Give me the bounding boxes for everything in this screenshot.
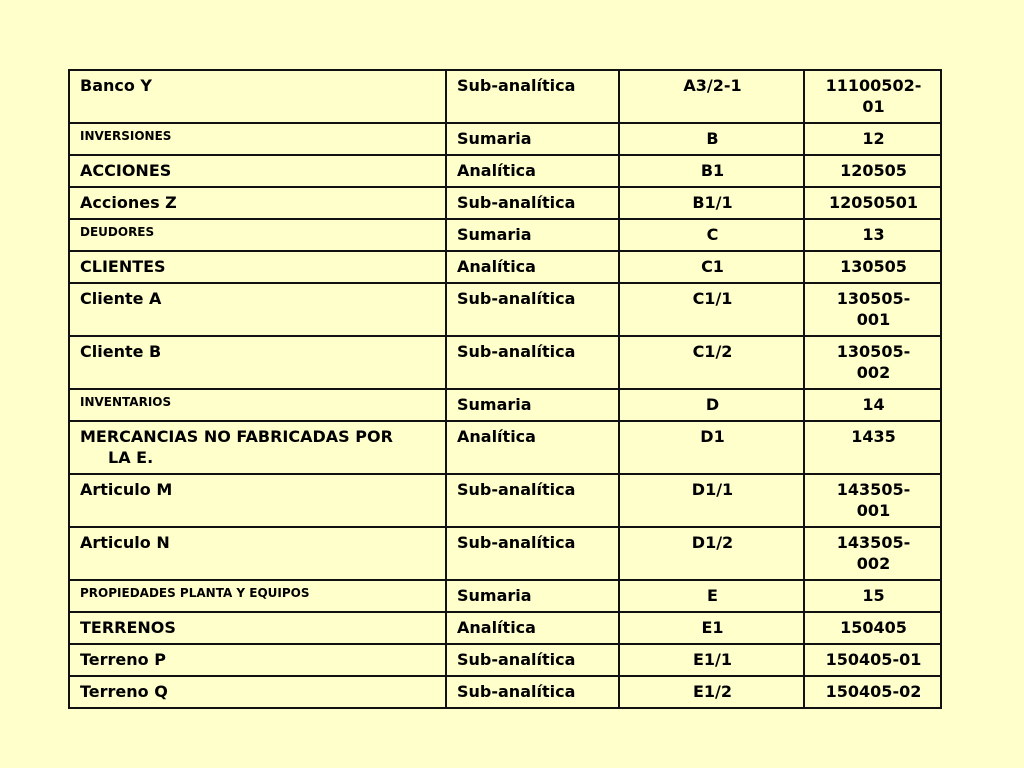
table-row <box>69 187 941 219</box>
account-name: CLIENTES <box>80 257 166 276</box>
account-number-cell: 120505 <box>804 155 941 187</box>
table-row <box>69 251 941 283</box>
account-code-cell: C1/1 <box>619 283 804 336</box>
account-number-cell: 12 <box>804 123 941 155</box>
account-type-cell: Analítica <box>446 155 619 187</box>
account-number-part: 001 <box>856 310 891 329</box>
account-number-cell: 150405-02 <box>804 676 941 708</box>
account-code-cell: C1 <box>619 251 804 283</box>
account-number-cell: 1435 <box>804 421 941 474</box>
account-name-cell <box>69 527 446 580</box>
table-row <box>69 219 941 251</box>
account-number-part: 130505- <box>836 342 911 361</box>
account-number-cell: 15 <box>804 580 941 612</box>
account-type-cell: Sub-analítica <box>446 644 619 676</box>
account-code-cell: D1/1 <box>619 474 804 527</box>
account-number-cell: 150405-01 <box>804 644 941 676</box>
account-code-cell: E <box>619 580 804 612</box>
account-number-cell: 150405 <box>804 612 941 644</box>
table-row <box>69 421 941 474</box>
account-name: Terreno Q <box>80 682 168 701</box>
accounts-table <box>68 69 942 709</box>
account-name-cell <box>69 336 446 389</box>
account-type-cell: Sub-analítica <box>446 336 619 389</box>
account-name: Acciones Z <box>80 193 177 212</box>
account-name-cell <box>69 155 446 187</box>
table-row <box>69 283 941 336</box>
account-number-part: 001 <box>856 501 891 520</box>
account-name: Cliente A <box>80 289 162 308</box>
account-name-cell <box>69 580 446 612</box>
account-name-cell <box>69 676 446 708</box>
table-row <box>69 336 941 389</box>
table-row <box>69 527 941 580</box>
account-code-cell: C <box>619 219 804 251</box>
account-type-cell: Sub-analítica <box>446 676 619 708</box>
account-name: Articulo M <box>80 480 173 499</box>
account-type-cell: Sumaria <box>446 123 619 155</box>
account-code-cell: B1/1 <box>619 187 804 219</box>
account-type-cell: Analítica <box>446 251 619 283</box>
account-name-cell <box>69 612 446 644</box>
account-code-cell: B1 <box>619 155 804 187</box>
account-name-cell <box>69 421 446 474</box>
table-row <box>69 644 941 676</box>
table-row <box>69 580 941 612</box>
account-number-part: 143505- <box>836 480 911 499</box>
account-number-cell <box>804 527 941 580</box>
account-name-continuation: LA E. <box>108 448 154 467</box>
account-code-cell: B <box>619 123 804 155</box>
table-row <box>69 70 941 123</box>
account-name: Articulo N <box>80 533 170 552</box>
account-code-cell: D <box>619 389 804 421</box>
account-type-cell: Sub-analítica <box>446 283 619 336</box>
account-type-cell: Analítica <box>446 612 619 644</box>
account-name: INVENTARIOS <box>80 395 172 409</box>
table-row <box>69 123 941 155</box>
account-name: Terreno P <box>80 650 166 669</box>
account-name-cell <box>69 644 446 676</box>
account-code-cell: E1/2 <box>619 676 804 708</box>
account-code-cell: E1/1 <box>619 644 804 676</box>
account-number-cell: 13 <box>804 219 941 251</box>
account-name-cell <box>69 187 446 219</box>
account-number-cell <box>804 70 941 123</box>
table-row <box>69 474 941 527</box>
account-number-cell <box>804 336 941 389</box>
account-number-part: 002 <box>856 554 891 573</box>
account-name: INVERSIONES <box>80 129 172 143</box>
account-name-cell <box>69 283 446 336</box>
account-name-cell <box>69 389 446 421</box>
table-row <box>69 389 941 421</box>
table-row <box>69 155 941 187</box>
account-number-cell: 14 <box>804 389 941 421</box>
account-type-cell: Sumaria <box>446 389 619 421</box>
account-number-part: 143505- <box>836 533 911 552</box>
account-type-cell: Sub-analítica <box>446 527 619 580</box>
account-number-cell <box>804 474 941 527</box>
account-name: PROPIEDADES PLANTA Y EQUIPOS <box>80 586 310 600</box>
account-type-cell: Sub-analítica <box>446 187 619 219</box>
account-type-cell: Analítica <box>446 421 619 474</box>
account-name-cell <box>69 251 446 283</box>
account-number-part: 130505- <box>836 289 911 308</box>
account-number-cell: 130505 <box>804 251 941 283</box>
table-row <box>69 676 941 708</box>
account-number-cell <box>804 283 941 336</box>
account-name: DEUDORES <box>80 225 155 239</box>
account-name-cell <box>69 123 446 155</box>
account-number-cell: 12050501 <box>804 187 941 219</box>
account-name: TERRENOS <box>80 618 176 637</box>
account-number-part: 11100502- <box>825 76 922 95</box>
account-name-cell <box>69 219 446 251</box>
account-type-cell: Sub-analítica <box>446 474 619 527</box>
account-name: ACCIONES <box>80 161 172 180</box>
account-type-cell: Sub-analítica <box>446 70 619 123</box>
account-number-part: 002 <box>856 363 891 382</box>
account-number-part: 01 <box>862 97 885 116</box>
account-code-cell: C1/2 <box>619 336 804 389</box>
account-name: Banco Y <box>80 76 153 95</box>
account-code-cell: E1 <box>619 612 804 644</box>
account-code-cell: D1/2 <box>619 527 804 580</box>
table-row <box>69 612 941 644</box>
account-type-cell: Sumaria <box>446 219 619 251</box>
account-name-cell <box>69 474 446 527</box>
account-code-cell: A3/2-1 <box>619 70 804 123</box>
account-name: Cliente B <box>80 342 162 361</box>
account-code-cell: D1 <box>619 421 804 474</box>
account-name-cell <box>69 70 446 123</box>
account-type-cell: Sumaria <box>446 580 619 612</box>
account-name: MERCANCIAS NO FABRICADAS POR <box>80 427 393 446</box>
accounts-table-body <box>69 70 941 708</box>
